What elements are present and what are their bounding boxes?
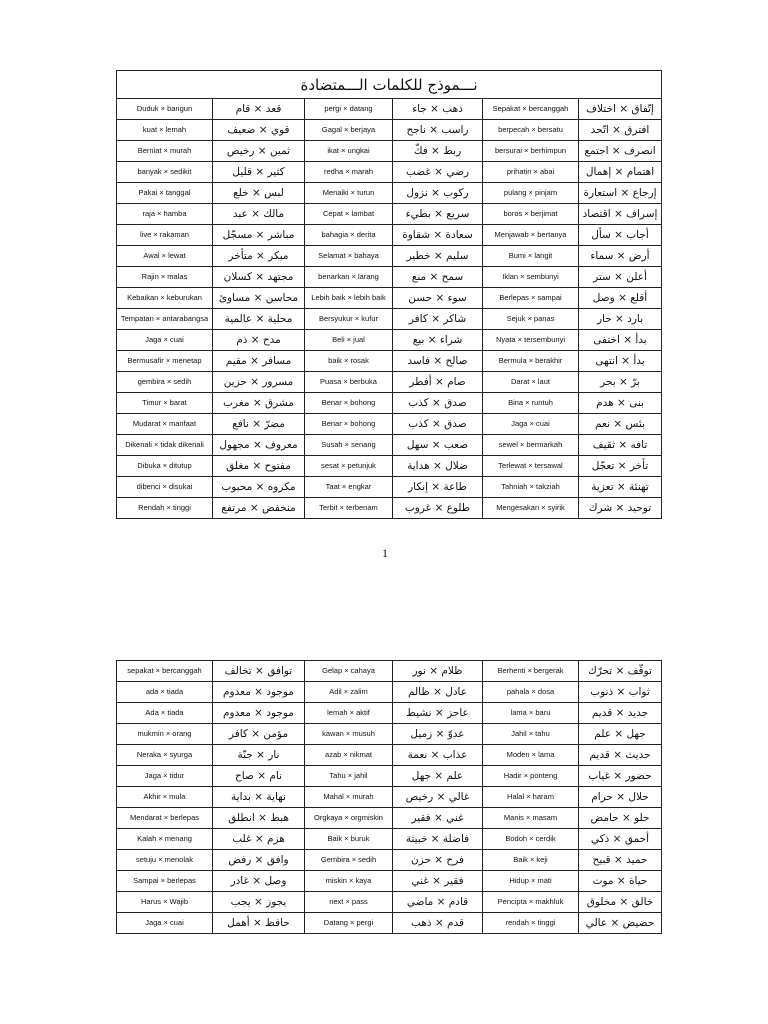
malay-pair-cell: Kalah × menang [117,829,213,850]
malay-pair-cell: Darat × laut [483,372,579,393]
malay-pair-cell: Benar × bohong [305,414,393,435]
table-row [117,703,662,724]
arabic-pair-cell: صالح × فاسد [393,351,483,372]
malay-pair-cell: Jaga × cuai [117,330,213,351]
malay-pair-cell: boros × berjimat [483,204,579,225]
arabic-pair-cell: كثير × قليل [213,162,305,183]
malay-pair-cell: sewel × bermarkah [483,435,579,456]
arabic-pair-cell: توافق × تخالف [213,661,305,682]
arabic-pair-cell: توحيد × شرك [579,498,662,519]
arabic-pair-cell: ثواب × ذنوب [579,682,662,703]
malay-pair-cell: Nyata × tersembunyi [483,330,579,351]
arabic-pair-cell: تهنئة × تعزية [579,477,662,498]
malay-pair-cell: Akhir × mula [117,787,213,808]
table-row [117,288,662,309]
malay-pair-cell: baik × rosak [305,351,393,372]
malay-pair-cell: azab × nikmat [305,745,393,766]
arabic-pair-cell: رضي × غضب [393,162,483,183]
malay-pair-cell: Halal × haram [483,787,579,808]
arabic-pair-cell: صام × أفطر [393,372,483,393]
arabic-pair-cell: حافظ × أهمل [213,913,305,934]
arabic-pair-cell: حلال × حرام [579,787,662,808]
arabic-pair-cell: مفتوح × مغلق [213,456,305,477]
table-row [117,372,662,393]
malay-pair-cell: Sampai × berlepas [117,871,213,892]
arabic-pair-cell: مشرق × مغرب [213,393,305,414]
malay-pair-cell: Gembira × sedih [305,850,393,871]
malay-pair-cell: Menjawab × bertanya [483,225,579,246]
table-row [117,435,662,456]
arabic-pair-cell: مجتهد × كسلان [213,267,305,288]
arabic-pair-cell: مدح × ذم [213,330,305,351]
table-row [117,99,662,120]
table-row [117,829,662,850]
arabic-pair-cell: مبكر × متأخر [213,246,305,267]
malay-pair-cell: kuat × lemah [117,120,213,141]
arabic-pair-cell: سمح × منع [393,267,483,288]
malay-pair-cell: Baik × keji [483,850,579,871]
arabic-pair-cell: حلو × حامض [579,808,662,829]
malay-pair-cell: Awal × lewat [117,246,213,267]
table-row [117,351,662,372]
arabic-pair-cell: إسراف × اقتصاد [579,204,662,225]
arabic-pair-cell: موجود × معدوم [213,703,305,724]
table-row [117,225,662,246]
malay-pair-cell: Menaiki × turun [305,183,393,204]
arabic-pair-cell: أحمق × ذكي [579,829,662,850]
arabic-pair-cell: انصرف × اجتمع [579,141,662,162]
malay-pair-cell: Beli × jual [305,330,393,351]
arabic-pair-cell: بئس × نعم [579,414,662,435]
arabic-pair-cell: أجاب × سأل [579,225,662,246]
malay-pair-cell: Tempatan × antarabangsa [117,309,213,330]
malay-pair-cell: Berhenti × bergerak [483,661,579,682]
arabic-pair-cell: مكروه × محبوب [213,477,305,498]
arabic-pair-cell: شاكر × كافر [393,309,483,330]
table-row [117,913,662,934]
table-row [117,498,662,519]
malay-pair-cell: Bina × runtuh [483,393,579,414]
arabic-pair-cell: مسرور × حزين [213,372,305,393]
arabic-pair-cell: أرض × سماء [579,246,662,267]
table-row [117,682,662,703]
arabic-pair-cell: ثمين × رخيص [213,141,305,162]
malay-pair-cell: pulang × pinjam [483,183,579,204]
malay-pair-cell: sepakat × bercanggah [117,661,213,682]
malay-pair-cell: mukmin × orang [117,724,213,745]
arabic-pair-cell: بارد × حار [579,309,662,330]
arabic-pair-cell: بنى × هدم [579,393,662,414]
malay-pair-cell: Bermula × berakhir [483,351,579,372]
arabic-pair-cell: غني × فقير [393,808,483,829]
arabic-pair-cell: فرح × حزن [393,850,483,871]
malay-pair-cell: Bersyukur × kufur [305,309,393,330]
arabic-pair-cell: موجود × معدوم [213,682,305,703]
table-row [117,393,662,414]
arabic-pair-cell: حضيض × عالي [579,913,662,934]
arabic-pair-cell: إرجاع × استعارة [579,183,662,204]
arabic-pair-cell: مسافر × مقيم [213,351,305,372]
malay-pair-cell: Tahu × jahil [305,766,393,787]
malay-pair-cell: Mahal × murah [305,787,393,808]
arabic-pair-cell: وافق × رفض [213,850,305,871]
malay-pair-cell: Baik × buruk [305,829,393,850]
table-row [117,120,662,141]
malay-pair-cell: Dibuka × ditutup [117,456,213,477]
arabic-pair-cell: أقلع × وصل [579,288,662,309]
malay-pair-cell: Berniat × murah [117,141,213,162]
malay-pair-cell: sesat × petunjuk [305,456,393,477]
malay-pair-cell: Harus × Wajib [117,892,213,913]
malay-pair-cell: benarkan × larang [305,267,393,288]
malay-pair-cell: berpecah × bersatu [483,120,579,141]
arabic-pair-cell: مضرّ × نافع [213,414,305,435]
arabic-pair-cell: جهل × علم [579,724,662,745]
table-row [117,330,662,351]
malay-pair-cell: Tahniah × takziah [483,477,579,498]
malay-pair-cell: Kebaikan × keburukan [117,288,213,309]
title-row [117,71,662,99]
malay-pair-cell: Sejuk × panas [483,309,579,330]
malay-pair-cell: Bermusafir × menetap [117,351,213,372]
malay-pair-cell: Terlewat × tersawal [483,456,579,477]
arabic-pair-cell: مالك × عبد [213,204,305,225]
malay-pair-cell: redha × marah [305,162,393,183]
arabic-pair-cell: وصل × غادر [213,871,305,892]
malay-pair-cell: Ada × tiada [117,703,213,724]
malay-pair-cell: ikat × ungkai [305,141,393,162]
malay-pair-cell: Pakai × tanggal [117,183,213,204]
malay-pair-cell: Benar × bohong [305,393,393,414]
malay-pair-cell: pergi × datang [305,99,393,120]
malay-pair-cell: lama × baru [483,703,579,724]
malay-pair-cell: ada × tiada [117,682,213,703]
malay-pair-cell: Bumi × langit [483,246,579,267]
arabic-pair-cell: نار × جنّة [213,745,305,766]
arabic-pair-cell: سريع × بطيء [393,204,483,225]
malay-pair-cell: Moden × lama [483,745,579,766]
malay-pair-cell: Rajin × malas [117,267,213,288]
arabic-pair-cell: يجوز × يجب [213,892,305,913]
arabic-pair-cell: عذاب × نعمة [393,745,483,766]
malay-pair-cell: Neraka × syurga [117,745,213,766]
arabic-pair-cell: بدأ × اختفى [579,330,662,351]
arabic-pair-cell: توقّف × تحرّك [579,661,662,682]
arabic-pair-cell: سليم × خطير [393,246,483,267]
arabic-pair-cell: هزم × غلب [213,829,305,850]
table-row [117,267,662,288]
arabic-pair-cell: نام × صاح [213,766,305,787]
arabic-pair-cell: لبس × خلع [213,183,305,204]
arabic-pair-cell: ركوب × نزول [393,183,483,204]
malay-pair-cell: Adil × zalim [305,682,393,703]
arabic-pair-cell: حياة × موت [579,871,662,892]
table-row [117,808,662,829]
arabic-pair-cell: إتّفاق × اختلاف [579,99,662,120]
malay-pair-cell: Bodoh × cerdik [483,829,579,850]
malay-pair-cell: Mudarat × manfaat [117,414,213,435]
table-row [117,745,662,766]
arabic-pair-cell: حديث × قديم [579,745,662,766]
arabic-pair-cell: افترق × اتّحد [579,120,662,141]
malay-pair-cell: Jaga × tidur [117,766,213,787]
table-row [117,183,662,204]
malay-pair-cell: Terbit × terbenam [305,498,393,519]
arabic-pair-cell: ربط × فكّ [393,141,483,162]
malay-pair-cell: Berlepas × sampai [483,288,579,309]
antonym-table-page1 [116,70,662,519]
table-row [117,892,662,913]
malay-pair-cell: Taat × engkar [305,477,393,498]
page-number: 1 [382,546,388,560]
arabic-pair-cell: محاسن × مساوئ [213,288,305,309]
arabic-pair-cell: مؤمن × كافر [213,724,305,745]
page-title: نـــموذج للكلمات الـــمتضادة [117,71,662,99]
table-row [117,414,662,435]
arabic-pair-cell: شراء × بيع [393,330,483,351]
table-row [117,456,662,477]
arabic-pair-cell: منخفض × مرتفع [213,498,305,519]
table-row [117,477,662,498]
table-row [117,141,662,162]
malay-pair-cell: Pencipta × makhluk [483,892,579,913]
malay-pair-cell: next × pass [305,892,393,913]
malay-pair-cell: Mendarat × berlepas [117,808,213,829]
malay-pair-cell: Lebih baik × lebih baik [305,288,393,309]
malay-pair-cell: Cepat × lambat [305,204,393,225]
table-row [117,309,662,330]
arabic-pair-cell: صعب × سهل [393,435,483,456]
malay-pair-cell: Dikenali × tidak dikenali [117,435,213,456]
malay-pair-cell: Duduk × bangun [117,99,213,120]
table-row [117,766,662,787]
arabic-pair-cell: فاضلة × خبيثة [393,829,483,850]
malay-pair-cell: prihatin × abai [483,162,579,183]
malay-pair-cell: Orgkaya × orgmiskin [305,808,393,829]
arabic-pair-cell: صدق × كذب [393,414,483,435]
malay-pair-cell: kawan × musuh [305,724,393,745]
table-row [117,871,662,892]
table-row [117,204,662,225]
malay-pair-cell: Hidup × mati [483,871,579,892]
arabic-pair-cell: ظلام × نور [393,661,483,682]
arabic-pair-cell: محلية × عالمية [213,309,305,330]
arabic-pair-cell: معروف × مجهول [213,435,305,456]
malay-pair-cell: banyak × sedikit [117,162,213,183]
table-row [117,724,662,745]
malay-pair-cell: setuju × menolak [117,850,213,871]
arabic-pair-cell: عاجز × نشيط [393,703,483,724]
malay-pair-cell: Jahil × tahu [483,724,579,745]
arabic-pair-cell: نهاية × بداية [213,787,305,808]
arabic-pair-cell: عدوّ × زميل [393,724,483,745]
arabic-pair-cell: حميد × قبيح [579,850,662,871]
malay-pair-cell: bahagia × derita [305,225,393,246]
malay-pair-cell: Jaga × cuai [117,913,213,934]
malay-pair-cell: bersurai × berhimpun [483,141,579,162]
arabic-pair-cell: اهتمام × إهمال [579,162,662,183]
table-row [117,661,662,682]
arabic-pair-cell: ذهب × جاء [393,99,483,120]
malay-pair-cell: Mengesakan × syirik [483,498,579,519]
malay-pair-cell: Gelap × cahaya [305,661,393,682]
arabic-pair-cell: علم × جهل [393,766,483,787]
arabic-pair-cell: طاعة × إنكار [393,477,483,498]
table-row [117,850,662,871]
malay-pair-cell: Susah × senang [305,435,393,456]
malay-pair-cell: Timur × barat [117,393,213,414]
arabic-pair-cell: سعادة × شقاوة [393,225,483,246]
arabic-pair-cell: برّ × بحر [579,372,662,393]
arabic-pair-cell: حضور × غياب [579,766,662,787]
arabic-pair-cell: قوي × ضعيف [213,120,305,141]
malay-pair-cell: gembira × sedih [117,372,213,393]
malay-pair-cell: raja × hamba [117,204,213,225]
antonym-table-page2 [116,660,662,934]
arabic-pair-cell: طلوع × غروب [393,498,483,519]
malay-pair-cell: Selamat × bahaya [305,246,393,267]
malay-pair-cell: dibenci × disukai [117,477,213,498]
arabic-pair-cell: أعلن × ستر [579,267,662,288]
malay-pair-cell: Iklan × sembunyi [483,267,579,288]
arabic-pair-cell: قعد × قام [213,99,305,120]
arabic-pair-cell: عادل × ظالم [393,682,483,703]
arabic-pair-cell: سوء × حسن [393,288,483,309]
arabic-pair-cell: ضلال × هداية [393,456,483,477]
arabic-pair-cell: خالق × مخلوق [579,892,662,913]
arabic-pair-cell: تأخر × تعجّل [579,456,662,477]
arabic-pair-cell: تافه × ثقيف [579,435,662,456]
malay-pair-cell: lemah × aktif [305,703,393,724]
malay-pair-cell: rendah × tinggi [483,913,579,934]
malay-pair-cell: live × rakaman [117,225,213,246]
table-row [117,787,662,808]
malay-pair-cell: Datang × pergi [305,913,393,934]
malay-pair-cell: Manis × masam [483,808,579,829]
arabic-pair-cell: جديد × قديم [579,703,662,724]
arabic-pair-cell: فقير × غني [393,871,483,892]
malay-pair-cell: Sepakat × bercanggah [483,99,579,120]
malay-pair-cell: Gagal × berjaya [305,120,393,141]
table-row [117,246,662,267]
malay-pair-cell: Hadir × ponteng [483,766,579,787]
arabic-pair-cell: راسب × ناجح [393,120,483,141]
arabic-pair-cell: مباشر × مسجّل [213,225,305,246]
arabic-pair-cell: صدق × كذب [393,393,483,414]
arabic-pair-cell: غالي × رخيص [393,787,483,808]
malay-pair-cell: miskin × kaya [305,871,393,892]
malay-pair-cell: Rendah × tinggi [117,498,213,519]
arabic-pair-cell: قدم × ذهب [393,913,483,934]
arabic-pair-cell: قادم × ماضي [393,892,483,913]
arabic-pair-cell: بدأ × انتهى [579,351,662,372]
malay-pair-cell: Jaga × cuai [483,414,579,435]
malay-pair-cell: pahala × dosa [483,682,579,703]
malay-pair-cell: Puasa × berbuka [305,372,393,393]
table-row [117,162,662,183]
arabic-pair-cell: هبط × انطلق [213,808,305,829]
